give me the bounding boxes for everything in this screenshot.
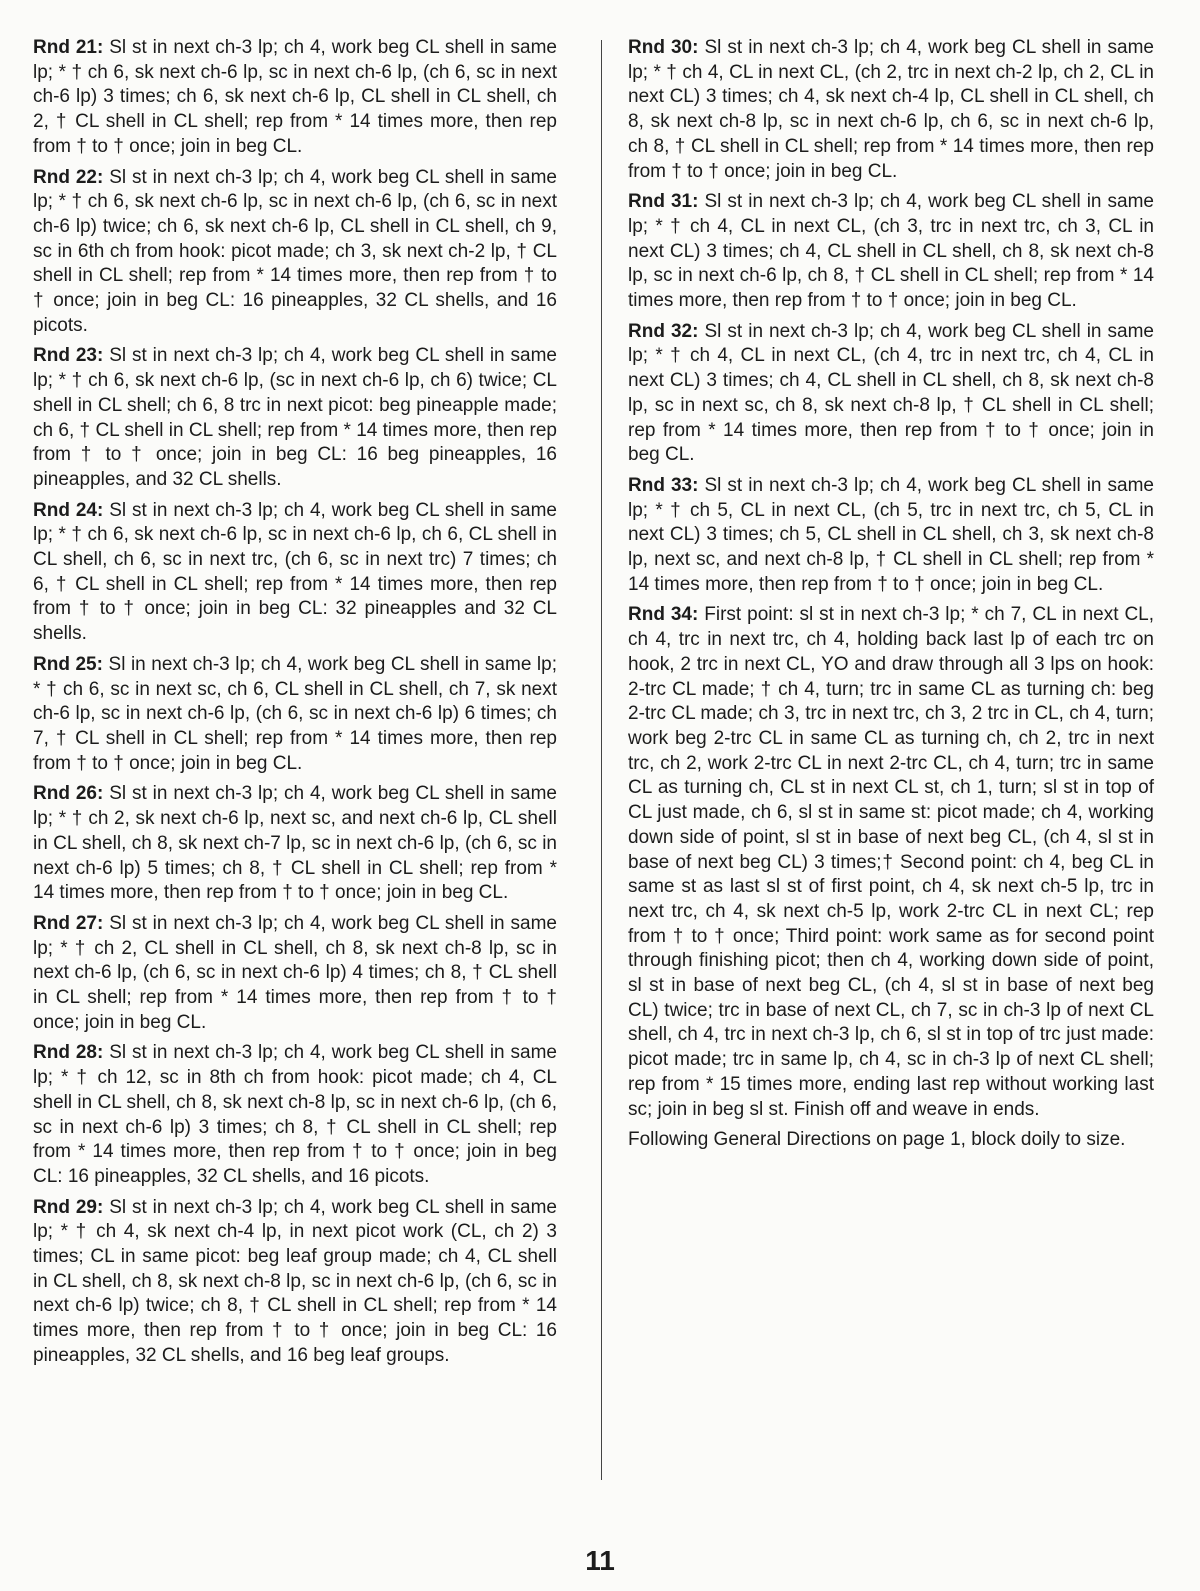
round-instructions: Sl st in next ch-3 lp; ch 4, work beg CL shell in same lp; * † ch 6, sk next ch-6 lp, sc in next ch-6 lp, (ch 6, sc in next ch-6 lp) twice; ch 6, sk next ch-6 lp, CL shell in CL shell, ch 9, sc in 6th ch from hook: picot made; ch 3, sk next ch-2 lp, † CL shell in CL shell; rep from * 14 times more, then rep from † to † once; join in beg CL: 16 pineapples, 32 CL shells, and 16 picots.: [33, 166, 557, 336]
round-25: [33, 653, 557, 777]
round-24: [33, 499, 557, 647]
round-22: [33, 166, 557, 339]
round-21: [33, 36, 557, 160]
round-label: Rnd 21:: [33, 37, 104, 58]
round-label: Rnd 22:: [33, 166, 104, 188]
round-instructions: Sl st in next ch-3 lp; ch 4, work beg CL shell in same lp; * † ch 6, sk next ch-6 lp, (sc in next ch-6 lp, ch 6) twice; CL shell in CL shell; ch 6, 8 trc in next picot: beg pineapple made; ch 6, † CL shell in CL shell; rep from * 14 times more, then rep from † to † once; join in beg CL: 16 beg pineapples, 16 pineapples, and 32 CL shells.: [33, 345, 557, 490]
round-label: Rnd 25:: [33, 653, 103, 675]
round-label: Rnd 27:: [33, 912, 104, 934]
round-instructions: Sl st in next ch-3 lp; ch 4, work beg CL shell in same lp; * † ch 6, sk next ch-6 lp, sc in next ch-6 lp, ch 6, CL shell in CL shell, ch 6, sc in next trc, (ch 6, sc in next trc) 7 times; ch 6, † CL shell in CL shell; rep from * 14 times more, then rep from † to † once; join in beg CL: 32 pineapples and 32 CL shells.: [33, 499, 557, 645]
round-30: [628, 36, 1154, 184]
round-instructions: Sl st in next ch-3 lp; ch 4, work beg CL shell in same lp; * † ch 2, CL shell in CL shell, ch 8, sk next ch-8 lp, sc in next ch-6 lp, (ch 6, sc in next ch-6 lp) 4 times; ch 8, † CL shell in CL shell; rep from * 14 times more, then rep from † to † once; join in beg CL.: [33, 912, 557, 1033]
round-label: Rnd 26:: [33, 783, 104, 805]
finishing-note: [628, 1128, 1154, 1153]
round-label: Rnd 29:: [33, 1196, 104, 1218]
round-27: [33, 912, 557, 1036]
round-instructions: Sl st in next ch-3 lp; ch 4, work beg CL shell in same lp; * † ch 4, sk next ch-4 lp, in next picot work (CL, ch 2) 3 times; CL in same picot: beg leaf group made; ch 4, CL shell in CL shell, ch 8, sk next ch-8 lp, sc in next ch-6 lp, (ch 6, sc in next ch-6 lp) twice; ch 8, † CL shell in CL shell; rep from * 14 times more, then rep from † to † once; join in beg CL: 16 pineapples, 32 CL shells, and 16 beg leaf groups.: [33, 1196, 557, 1366]
round-instructions: Sl st in next ch-3 lp; ch 4, work beg CL shell in same lp; * † ch 4, CL in next CL, (ch 3, trc in next trc, ch 3, CL in next CL) 3 times; ch 4, CL shell in CL shell, ch 8, sk next ch-8 lp, sc in next ch-6 lp, ch 8, † CL shell in CL shell; rep from * 14 times more, then rep from † to † once; join in beg CL.: [628, 191, 1154, 312]
round-instructions: Sl st in next ch-3 lp; ch 4, work beg CL shell in same lp; * † ch 4, CL in next CL, (ch 4, trc in next trc, ch 4, CL in next CL) 3 times; ch 4, CL shell in CL shell, ch 8, sk next ch-8 lp, sc in next sc, ch 8, sk next ch-8 lp, † CL shell in CL shell; rep from * 14 times more, then rep from † to † once; join in beg CL.: [628, 320, 1154, 466]
round-label: Rnd 34:: [628, 604, 699, 626]
round-label: Rnd 31:: [628, 191, 699, 213]
round-label: Rnd 24:: [33, 499, 104, 521]
round-32: [628, 320, 1154, 468]
round-29: [33, 1196, 557, 1369]
round-label: Rnd 28:: [33, 1042, 104, 1064]
left-column: [33, 36, 557, 1375]
round-31: [628, 190, 1154, 314]
round-instructions: Sl st in next ch-3 lp; ch 4, work beg CL shell in same lp; * † ch 5, CL in next CL, (ch 5, trc in next trc, ch 5, CL in next CL) 3 times; ch 5, CL shell in CL shell, ch 3, sk next ch-8 lp, next sc, and next ch-8 lp, † CL shell in CL shell; rep from * 14 times more, then rep from † to † once; join in beg CL.: [628, 474, 1154, 595]
round-instructions: Sl st in next ch-3 lp; ch 4, work beg CL shell in same lp; * † ch 4, CL in next CL, (ch 2, trc in next ch-2 lp, ch 2, CL in next CL) 3 times; ch 4, sk next ch-4 lp, CL shell in CL shell, ch 8, sk next ch-8 lp, sc in next ch-6 lp, ch 6, sc in next ch-6 lp, ch 8, † CL shell in CL shell; rep from * 14 times more, then rep from † to † once; join in beg CL.: [628, 37, 1154, 182]
round-33: [628, 474, 1154, 598]
round-23: [33, 344, 557, 492]
round-instructions: Sl in next ch-3 lp; ch 4, work beg CL shell in same lp; * † ch 6, sc in next sc, ch 6, CL shell in CL shell, ch 7, sk next ch-6 lp, sc in next ch-6 lp, (ch 6, sc in next ch-6 lp) 6 times; ch 7, † CL shell in CL shell; rep from * 14 times more, then rep from † to † once; join in beg CL.: [33, 653, 558, 774]
right-column: [628, 36, 1154, 1159]
finishing-instructions: Following General Directions on page 1, block doily to size.: [628, 1129, 1126, 1151]
round-instructions: Sl st in next ch-3 lp; ch 4, work beg CL shell in same lp; * † ch 12, sc in 8th ch from hook: picot made; ch 4, CL shell in CL shell, ch 8, sk next ch-8 lp, sc in next ch-6 lp, (ch 6, sc in next ch-6 lp) 3 times; ch 8, † CL shell in CL shell; rep from * 14 times more, then rep from † to † once; join in beg CL: 16 pineapples, 32 CL shells, and 16 picots.: [33, 1042, 557, 1187]
round-34: [628, 603, 1154, 1122]
page-number: 11: [585, 1545, 615, 1576]
round-label: Rnd 33:: [628, 474, 699, 496]
round-instructions: Sl st in next ch-3 lp; ch 4, work beg CL shell in same lp; * † ch 2, sk next ch-6 lp, next sc, and next ch-6 lp, CL shell in CL shell, ch 8, sk next ch-7 lp, sc in next ch-6 lp, (ch 6, sc in next ch-6 lp) 5 times; ch 8, † CL shell in CL shell; rep from * 14 times more, then rep from † to † once; join in beg CL.: [33, 783, 557, 904]
round-label: Rnd 32:: [628, 320, 699, 342]
round-26: [33, 782, 557, 906]
round-label: Rnd 23:: [33, 345, 104, 367]
round-label: Rnd 30:: [628, 37, 699, 58]
column-divider: [601, 40, 602, 1480]
round-instructions: First point: sl st in next ch-3 lp; * ch 7, CL in next CL, ch 4, trc in next trc, ch 4, holding back last lp of each trc on hook, 2 trc in next CL, YO and draw through all 3 lps on hook: 2-trc CL made; † ch 4, turn; trc in same CL as turning ch: beg 2-trc CL made; ch 3, trc in next trc, ch 3, 2 trc in CL, ch 4, turn; work beg 2-trc CL in same CL as turning ch, ch 2, trc in next trc, ch 2, work 2-trc CL in next 2-trc CL, ch 4, turn; trc in same CL as turning ch, CL st in next CL st, ch 1, turn; sl st in top of CL just made, ch 6, sl st in same st: picot made; ch 4, working down side of point, sl st in base of next beg CL, (ch 4, sl st in base of next beg CL) 3 times;† Second point: ch 4, beg CL in same st as last sl st of first point, ch 4, sk next ch-5 lp, trc in next trc, ch 4, sk next ch-5 lp, work 2-trc CL in next CL; rep from † to † once; Third point: work same as for second point through finishing picot; then ch 4, working down side of point, sl st in base of next beg CL, (ch 4, sl st in base of next beg CL) twice; trc in base of next CL, ch 7, sc in ch-3 lp of next CL shell, ch 4, trc in next ch-3 lp, ch 6, sl st in top of trc just made: picot made; trc in same lp, ch 4, sc in ch-3 lp of next CL shell; rep from * 15 times more, ending last rep without working last sc; join in beg sl st. Finish off and weave in ends.: [628, 604, 1155, 1120]
round-instructions: Sl st in next ch-3 lp; ch 4, work beg CL shell in same lp; * † ch 6, sk next ch-6 lp, sc in next ch-6 lp, (ch 6, sc in next ch-6 lp) 3 times; ch 6, sk next ch-6 lp, CL shell in CL shell, ch 2, † CL shell in CL shell; rep from * 14 times more, then rep from † to † once; join in beg CL.: [33, 37, 557, 157]
round-28: [33, 1041, 557, 1189]
